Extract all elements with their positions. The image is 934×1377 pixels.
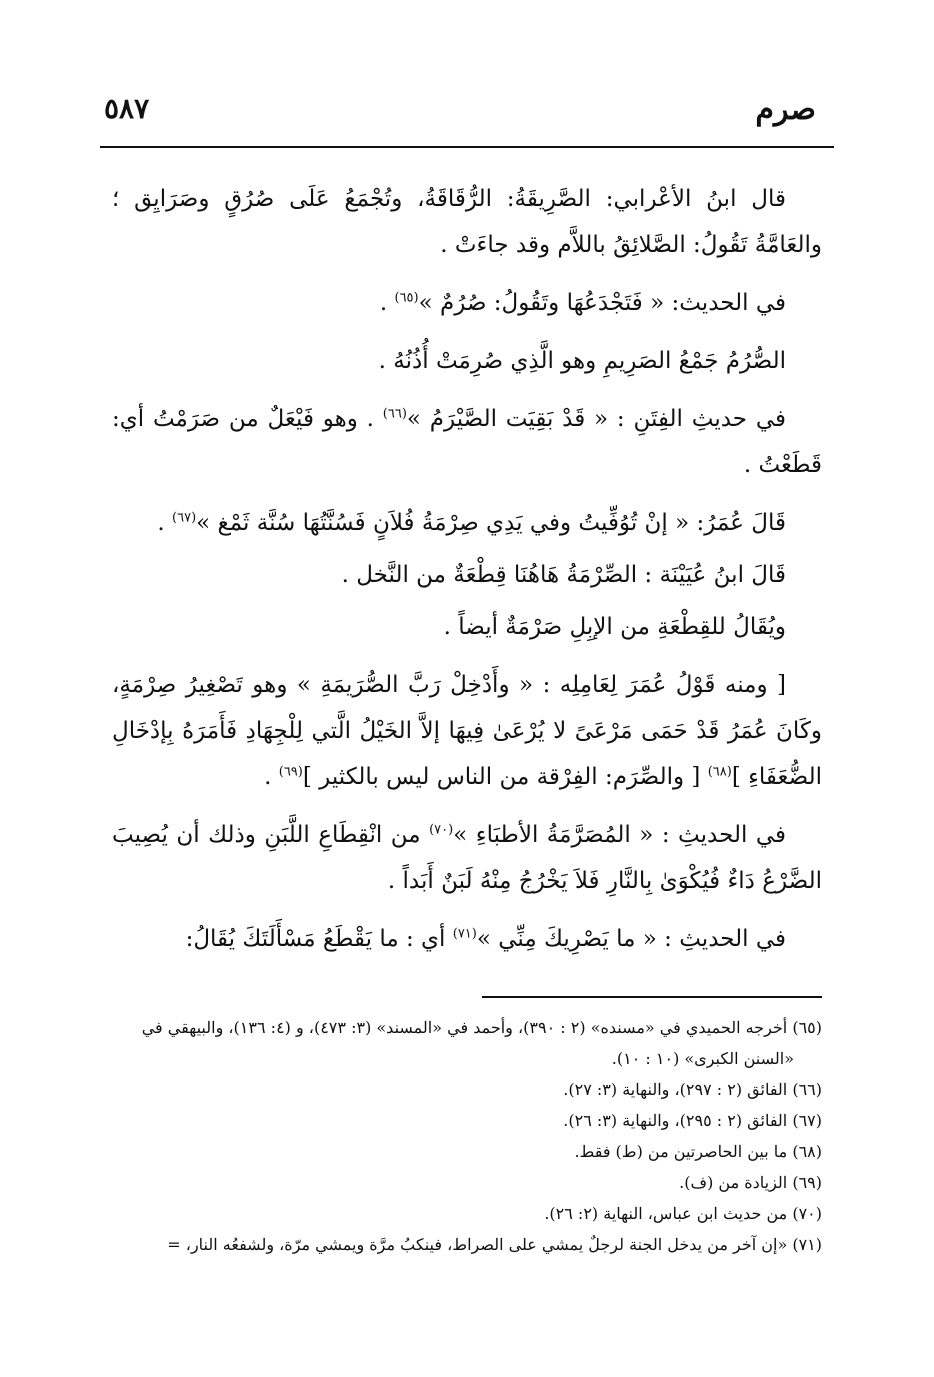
paragraph-hadith-fitan: في حديثِ الفِتَنِ : « قَدْ بَقِيَت الصَّيْرَمُ »$^{(٦٦)}$ . وهو فَيْعَلٌ من صَرَمْتُ أي: قَطَعْتُ . [112, 406, 822, 478]
footnote-67: (٦٧) الفائق (٢ : ٢٩٥)، والنهاية (٣: ٢٦). [563, 1111, 822, 1130]
paragraph-umar-governor: [ ومنه قَوْلُ عُمَرَ لِعَامِلِه : « وأَدْخِلْ رَبَّ الصُّرَيمَةِ » وهو تَصْغِيرُ صِرْمَةٍ، وكَانَ عُمَرُ قَدْ حَمَى مَرْعَىً لا يُرْعَىٰ فِيهَا إلاَّ الخَيْلُ الَّتي لِلْجِهَادِ فَأَمَرَهُ بِإدْخَالِ الضُّعَفَاءِ ]$^{(٦٨)}$ [ والصِّرَم: الفِرْقة من الناس ليس بالكثير ]$^{(٦٩)}$ . [112, 672, 822, 790]
footnote-68: (٦٨) ما بين الحاصرتين من (ط) فقط. [574, 1142, 822, 1161]
paragraph-yasrika: في الحديثِ : « ما يَصْرِيكَ مِنِّي »$^{(٧١)}$ أي : ما يَقْطَعُ مَسْأَلَتَكَ يُقَالُ: [185, 926, 786, 952]
paragraph-sorom-plural: الصُّرُمُ جَمْعُ الصَرِيمِ وهو الَّذِي صُرِمَتْ أُذُنُهُ . [378, 348, 786, 374]
main-text [112, 176, 822, 974]
footnotes [104, 1012, 822, 1260]
footnote-ref[interactable]: (٦٥) [394, 290, 419, 306]
footnote-ref[interactable]: (٧٠) [429, 822, 454, 838]
paragraph-ibn-arabi: قال ابنُ الأعْرابي: الصَّرِيقَةُ: الرُّقَاقَةُ، وتُجْمَعُ عَلَى صُرُقٍ وصَرَايِق ؛ والعَامَّةُ تَقُولُ: الصَّلائِقُ باللاَّم وقد جاءَتْ . [112, 186, 822, 258]
footnote-70: (٧٠) من حديث ابن عباس، النهاية (٢: ٢٦). [544, 1204, 822, 1223]
footnote-66: (٦٦) الفائق (٢ : ٢٩٧)، والنهاية (٣: ٢٧). [563, 1080, 822, 1099]
footnote-65: (٦٥) أخرجه الحميدي في «مسنده» (٢ : ٣٩٠)، وأحمد في «المسند» (٣: ٤٧٣)، و (٤: ١٣٦)، والبيهقي في «السنن الكبرى» (١٠ : ١٠). [141, 1018, 822, 1068]
footnote-rule [482, 996, 822, 998]
footnote-ref[interactable]: (٦٦) [382, 406, 407, 422]
footnote-69: (٦٩) الزيادة من (ف). [679, 1173, 822, 1192]
paragraph-musarrama: في الحديثِ : « المُصَرَّمَةُ الأطبَاءِ »$^{(٧٠)}$ من انْقِطَاعِ اللَّبَنِ وذلك أن يُصِيبَ الضَّرْعُ دَاءٌ فُيُكْوَىٰ بِالنَّارِ فَلاَ يَخْرُجُ مِنْهُ لَبَنٌ أَبَداً . [112, 822, 822, 894]
page-number: ٥٨٧ [104, 92, 150, 125]
footnote-71: (٧١) «إن آخر من يدخل الجنة لرجلٌ يمشي على الصراط، فينكبُ مرَّة ويمشي مرّة، ولشفعُه النار، = [167, 1235, 822, 1254]
paragraph-ibn-uyayna: قَالَ ابنُ عُيَيْنَة : الصِّرْمَةُ هَاهُنَا قِطْعَةٌ من النَّخل . [341, 562, 786, 588]
paragraph-camels: ويُقَالُ للقِطْعَةِ من الإبِلِ صَرْمَةٌ أيضاً . [443, 614, 786, 640]
footnote-ref[interactable]: (٦٧) [172, 510, 197, 526]
footnote-ref[interactable]: (٧١) [452, 926, 477, 942]
footnote-ref[interactable]: (٦٩) [278, 764, 303, 780]
header-root-word: صرم [755, 92, 816, 127]
paragraph-hadith-sorom: في الحديث: « فَتَجْدَعُهَا وتَقُولُ: صُرُمٌ »$^{(٦٥)}$ . [379, 290, 786, 316]
header-rule [100, 146, 834, 148]
footnote-ref[interactable]: (٦٨) [707, 764, 732, 780]
paragraph-umar-sirma: قَالَ عُمَرُ: « إنْ تُوُفِّيتُ وفي يَدِي صِرْمَةُ فُلاَنٍ فَسُنَّتُهَا سُنَّة ثَمْغ »$^{(٦٧)}$ . [157, 510, 786, 536]
